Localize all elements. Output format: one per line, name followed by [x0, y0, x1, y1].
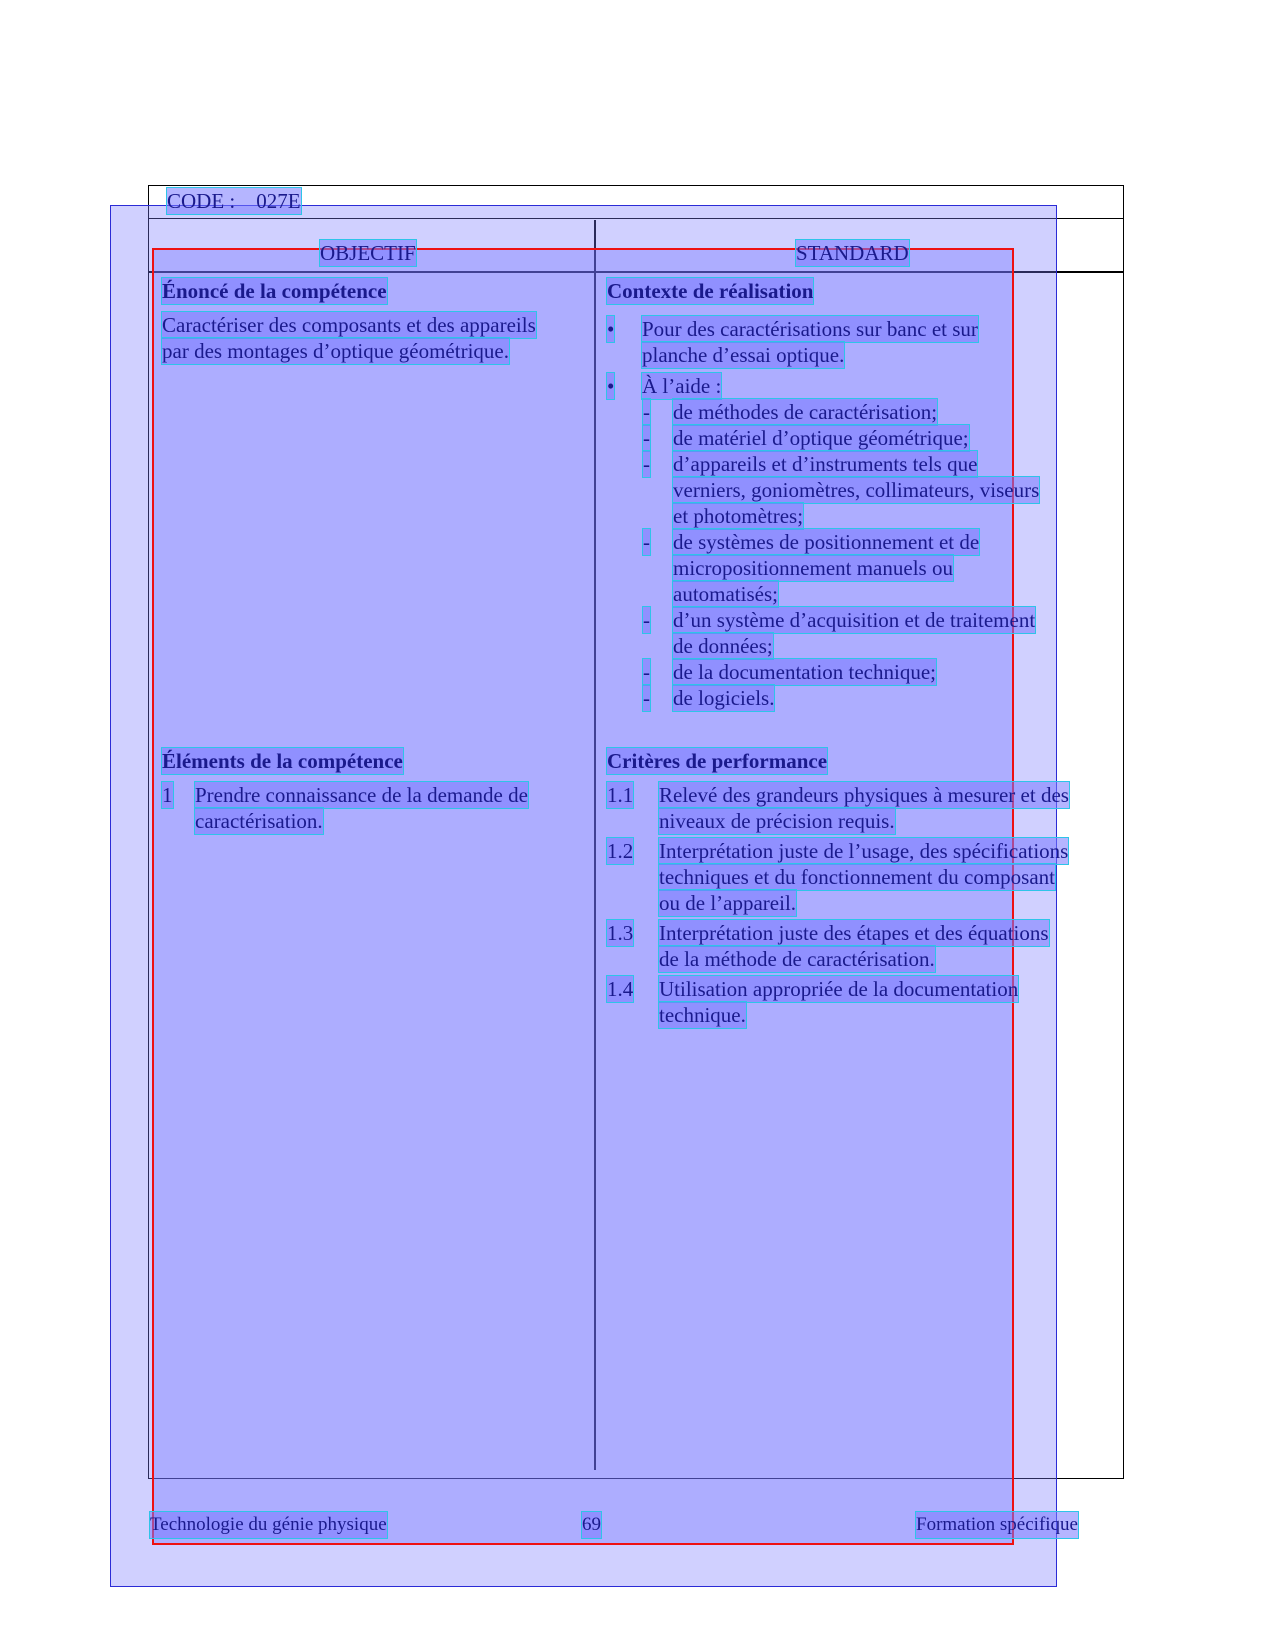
dash-item-4-line-2: micropositionnement manuels ou: [673, 556, 953, 580]
element-number: 1: [162, 783, 173, 807]
footer-right: Formation spécifique: [916, 1512, 1078, 1538]
dash-item-3-line-3: et photomètres;: [673, 504, 804, 528]
contexte-title: Contexte de réalisation: [607, 279, 814, 303]
element-line-2: caractérisation.: [195, 809, 323, 833]
dash-item-2: de matériel d’optique géométrique;: [673, 426, 969, 450]
dash-item-4-line-3: automatisés;: [673, 582, 778, 606]
dash-item-6: de la documentation technique;: [673, 660, 936, 684]
critere-3-line-1: Interprétation juste des étapes et des équations: [659, 921, 1049, 945]
critere-number: 1.2: [607, 839, 634, 863]
critere-2-line-1: Interprétation juste de l’usage, des spécifications: [659, 839, 1069, 863]
bullet1-line-1: Pour des caractérisations sur banc et sur: [642, 317, 978, 341]
enonce-line-1: Caractériser des composants et des appareils: [162, 313, 536, 337]
critere-4-line-2: technique.: [659, 1003, 746, 1027]
bullet2-text: À l’aide :: [642, 374, 722, 398]
code-value: 027E: [256, 189, 301, 213]
critere-number: 1.4: [607, 977, 634, 1001]
column-header-objectif: OBJECTIF: [320, 241, 416, 265]
dash-item-4-line-1: de systèmes de positionnement et de: [673, 530, 980, 554]
criteres-title: Critères de performance: [607, 749, 828, 773]
footer-page-number: 69: [582, 1512, 601, 1538]
enonce-line-2: par des montages d’optique géométrique.: [162, 339, 509, 363]
critere-2-line-3: ou de l’appareil.: [659, 891, 797, 915]
critere-2-line-2: techniques et du fonctionnement du composant: [659, 865, 1055, 889]
column-header-standard: STANDARD: [796, 241, 909, 265]
bullet1-line-2: planche d’essai optique.: [642, 343, 845, 367]
enonce-title: Énoncé de la compétence: [162, 279, 387, 303]
bullet-icon: •: [607, 374, 615, 398]
dash-icon: -: [643, 400, 650, 424]
footer-left: Technologie du génie physique: [150, 1512, 387, 1538]
code-line: [167, 188, 301, 214]
dash-item-1: de méthodes de caractérisation;: [673, 400, 938, 424]
critere-1-line-1: Relevé des grandeurs physiques à mesurer et des: [659, 783, 1069, 807]
elements-title: Éléments de la compétence: [162, 749, 403, 773]
code-label: CODE :: [167, 189, 236, 213]
critere-4-line-1: Utilisation appropriée de la documentation: [659, 977, 1019, 1001]
dash-icon: -: [643, 426, 650, 450]
dash-item-3-line-1: d’appareils et d’instruments tels que: [673, 452, 978, 476]
dash-item-3-line-2: verniers, goniomètres, collimateurs, viseurs: [673, 478, 1040, 502]
element-line-1: Prendre connaissance de la demande de: [195, 783, 528, 807]
dash-icon: -: [643, 530, 650, 554]
dash-item-7: de logiciels.: [673, 686, 775, 710]
critere-1-line-2: niveaux de précision requis.: [659, 809, 895, 833]
dash-icon: -: [643, 452, 650, 476]
dash-icon: -: [643, 686, 650, 710]
dash-item-5-line-1: d’un système d’acquisition et de traitement: [673, 608, 1036, 632]
dash-item-5-line-2: de données;: [673, 634, 773, 658]
critere-3-line-2: de la méthode de caractérisation.: [659, 947, 935, 971]
dash-icon: -: [643, 660, 650, 684]
critere-number: 1.1: [607, 783, 634, 807]
dash-icon: -: [643, 608, 650, 632]
bullet-icon: •: [607, 317, 615, 341]
critere-number: 1.3: [607, 921, 634, 945]
